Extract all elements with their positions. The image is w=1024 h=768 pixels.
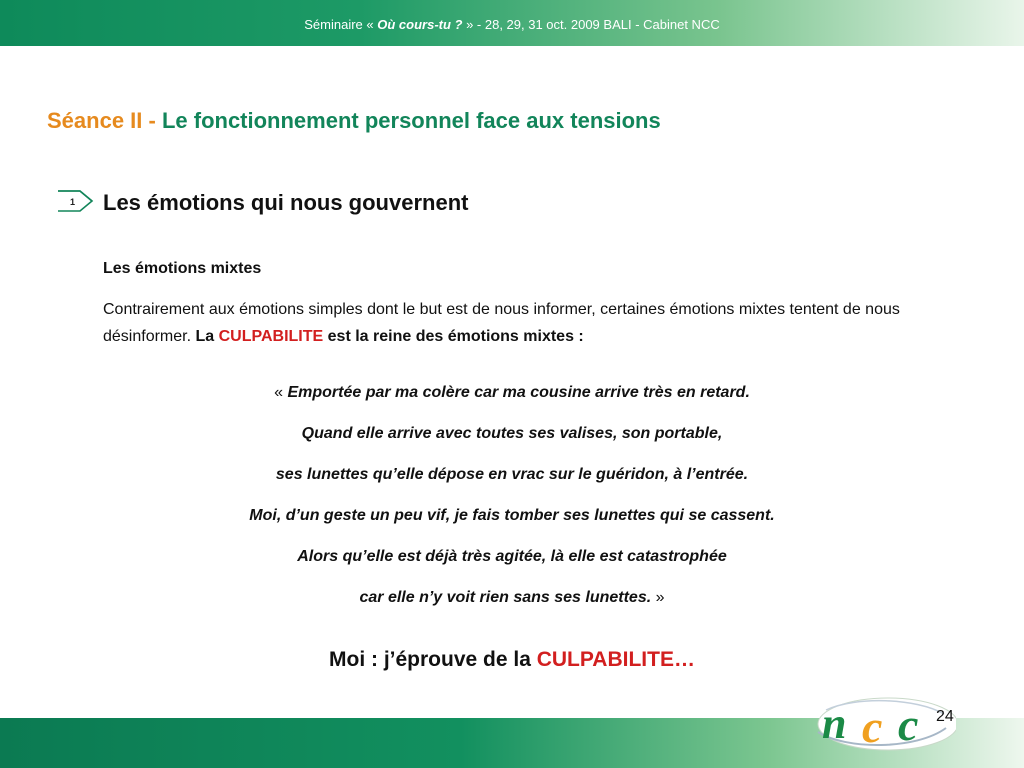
paragraph-bold-lead: La bbox=[195, 328, 219, 345]
quote-line-text: car elle n’y voit rien sans ses lunettes. bbox=[359, 589, 652, 606]
title-session: Séance II - bbox=[47, 108, 162, 133]
paragraph-highlight: CULPABILITE bbox=[218, 328, 324, 345]
quote-line: Alors qu’elle est déjà très agitée, là elle est catastrophée bbox=[297, 548, 727, 565]
header-seminar-title: Où cours-tu ? bbox=[377, 17, 463, 32]
quote-close-mark: » bbox=[651, 589, 665, 606]
quote-line-text: Emportée par ma colère car ma cousine arrive très en retard. bbox=[287, 384, 750, 401]
quote-line bbox=[0, 380, 1024, 421]
slide-title bbox=[47, 108, 661, 134]
numbered-bullet-icon bbox=[56, 187, 96, 215]
paragraph-bold-tail: est la reine des émotions mixtes : bbox=[323, 328, 584, 345]
title-topic: Le fonctionnement personnel face aux tensions bbox=[161, 108, 661, 133]
body-paragraph bbox=[103, 296, 973, 350]
quote-open-mark: « bbox=[274, 384, 288, 401]
paragraph-text: Contrairement aux émotions simples dont le but est de nous informer, certaines émotions mixtes tentent de nous désinformer. bbox=[103, 301, 900, 345]
header-suffix: » - 28, 29, 31 oct. 2009 BALI - Cabinet NCC bbox=[462, 17, 720, 32]
subheading: Les émotions mixtes bbox=[103, 260, 262, 277]
svg-text:c: c bbox=[862, 701, 883, 752]
conclusion-text: Moi : j’éprouve de la bbox=[329, 648, 537, 671]
quote-line bbox=[0, 585, 1024, 626]
section-heading: Les émotions qui nous gouvernent bbox=[103, 190, 469, 215]
quote-line: Quand elle arrive avec toutes ses valises, son portable, bbox=[301, 425, 723, 442]
quote-line: Moi, d’un geste un peu vif, je fais tomber ses lunettes qui se cassent. bbox=[249, 507, 775, 524]
quote-line: ses lunettes qu’elle dépose en vrac sur le guéridon, à l’entrée. bbox=[275, 466, 749, 483]
bullet-number: 1 bbox=[70, 197, 76, 207]
svg-text:c: c bbox=[898, 699, 919, 750]
quote-block bbox=[0, 380, 1024, 626]
header-prefix: Séminaire « bbox=[304, 17, 378, 32]
svg-text:n: n bbox=[822, 699, 847, 748]
ncc-logo bbox=[806, 692, 956, 752]
header-banner bbox=[0, 0, 1024, 46]
conclusion-line bbox=[0, 648, 1024, 672]
conclusion-highlight: CULPABILITE… bbox=[536, 648, 695, 671]
page-number: 24 bbox=[936, 708, 954, 725]
